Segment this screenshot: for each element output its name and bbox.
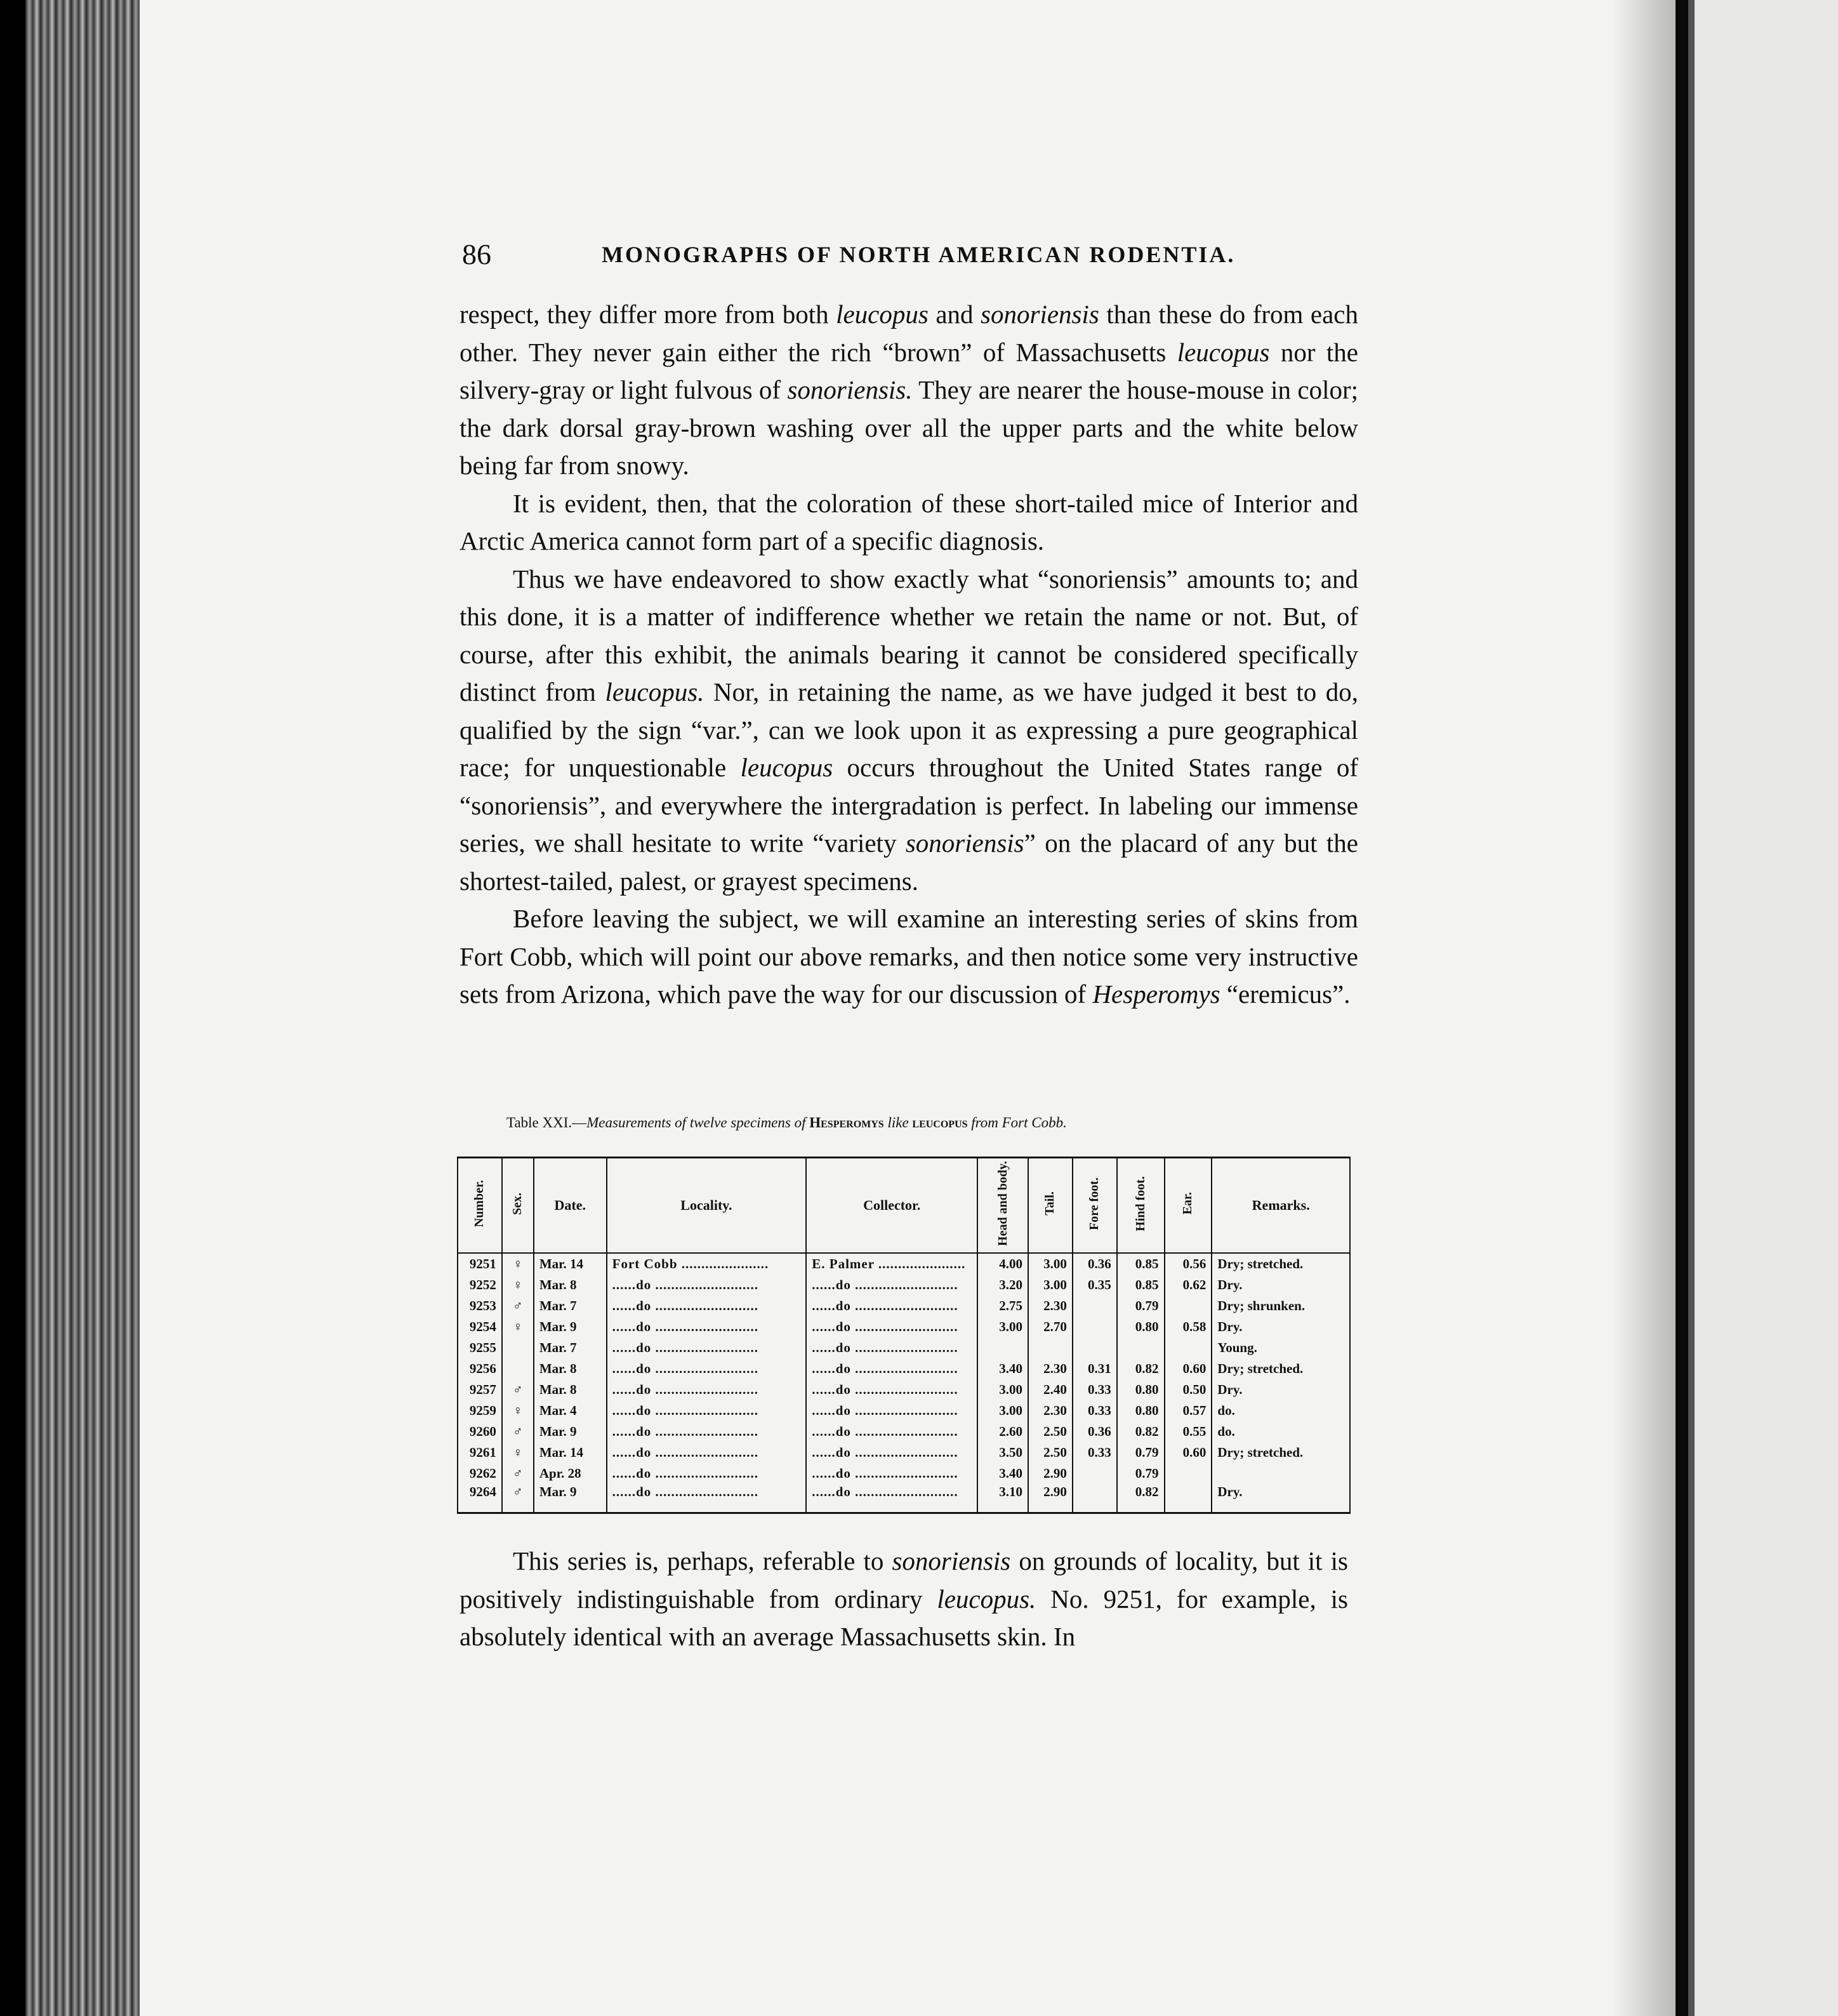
cell-head-and-body: 3.50: [977, 1442, 1028, 1463]
cell-tail: 2.50: [1028, 1421, 1073, 1442]
table-caption-text: like: [883, 1115, 913, 1131]
cell-sex: ♀: [502, 1442, 534, 1463]
cell-date: Mar. 8: [534, 1275, 607, 1296]
cell-date: Mar. 9: [534, 1421, 607, 1442]
table-row: [458, 1400, 1350, 1421]
italic-term: sonoriensis: [981, 300, 1099, 329]
cell-number: 9256: [458, 1358, 502, 1379]
cell-sex: ♀: [502, 1316, 534, 1337]
header-tail: Tail.: [1028, 1158, 1073, 1254]
cell-number: 9254: [458, 1316, 502, 1337]
table-row: [458, 1463, 1350, 1484]
text-run: than these do from each other. They never gain either the rich “brown” of Massachusetts: [460, 300, 1358, 367]
cell-sex: ♀: [502, 1400, 534, 1421]
cell-fore-foot: 0.36: [1073, 1253, 1117, 1275]
table-row: [458, 1337, 1350, 1358]
cell-collector: ......do ..........................: [806, 1400, 977, 1421]
body-text-continued: [460, 1542, 1348, 1656]
cell-head-and-body: 3.10: [977, 1484, 1028, 1513]
cell-hind-foot: 0.79: [1117, 1296, 1165, 1316]
cell-ear: 0.50: [1165, 1379, 1212, 1400]
text-run: and: [928, 300, 981, 329]
cell-hind-foot: 0.82: [1117, 1421, 1165, 1442]
cell-locality: ......do ..........................: [607, 1400, 807, 1421]
cell-head-and-body: 3.00: [977, 1400, 1028, 1421]
italic-term: leucopus: [740, 753, 833, 782]
cell-head-and-body: 3.40: [977, 1463, 1028, 1484]
cell-date: Mar. 4: [534, 1400, 607, 1421]
cell-collector: ......do ..........................: [806, 1316, 977, 1337]
italic-term: leucopus.: [605, 677, 704, 706]
table-row: [458, 1316, 1350, 1337]
cell-hind-foot: 0.79: [1117, 1463, 1165, 1484]
cell-date: Mar. 8: [534, 1379, 607, 1400]
table-caption-label: Table XXI.—: [506, 1115, 587, 1131]
cell-fore-foot: [1073, 1296, 1117, 1316]
cell-remarks: do.: [1212, 1421, 1350, 1442]
cell-locality: ......do ..........................: [607, 1379, 807, 1400]
cell-hind-foot: [1117, 1337, 1165, 1358]
cell-locality: Fort Cobb ......................: [607, 1253, 807, 1275]
table-row: [458, 1484, 1350, 1513]
table-row: [458, 1421, 1350, 1442]
cell-number: 9252: [458, 1275, 502, 1296]
cell-head-and-body: 2.60: [977, 1421, 1028, 1442]
book-binding-edge: [25, 0, 140, 2016]
table-caption-text: Measurements of twelve specimens of: [586, 1115, 810, 1131]
cell-date: Mar. 9: [534, 1316, 607, 1337]
cell-fore-foot: [1073, 1484, 1117, 1513]
table-body: [458, 1253, 1350, 1513]
cell-number: 9260: [458, 1421, 502, 1442]
header-ear: Ear.: [1165, 1158, 1212, 1254]
paragraph: [460, 1542, 1348, 1656]
cell-locality: ......do ..........................: [607, 1421, 807, 1442]
cell-fore-foot: 0.33: [1073, 1442, 1117, 1463]
cell-ear: [1165, 1463, 1212, 1484]
cell-number: 9259: [458, 1400, 502, 1421]
cell-tail: 2.40: [1028, 1379, 1073, 1400]
body-text: [460, 296, 1358, 1014]
header-fore-foot: Fore foot.: [1073, 1158, 1117, 1254]
cell-sex: ♂: [502, 1421, 534, 1442]
table-header-row: [458, 1158, 1350, 1254]
cell-tail: 3.00: [1028, 1253, 1073, 1275]
cell-number: 9264: [458, 1484, 502, 1513]
italic-term: sonoriensis.: [787, 375, 913, 404]
cell-date: Apr. 28: [534, 1463, 607, 1484]
cell-fore-foot: 0.36: [1073, 1421, 1117, 1442]
cell-locality: ......do ..........................: [607, 1337, 807, 1358]
cell-locality: ......do ..........................: [607, 1296, 807, 1316]
cell-ear: [1165, 1296, 1212, 1316]
cell-hind-foot: 0.82: [1117, 1358, 1165, 1379]
cell-head-and-body: 2.75: [977, 1296, 1028, 1316]
cell-fore-foot: 0.35: [1073, 1275, 1117, 1296]
cell-date: Mar. 7: [534, 1296, 607, 1316]
cell-head-and-body: 3.40: [977, 1358, 1028, 1379]
cell-fore-foot: 0.33: [1073, 1400, 1117, 1421]
cell-remarks: Dry; stretched.: [1212, 1253, 1350, 1275]
text-run: Before leaving the subject, we will examine an interesting series of skins from Fort Cobb, which will point our above remarks, and then notice some very instructive sets from Arizona, which pave the way for our discussion of: [460, 904, 1358, 1009]
cell-date: Mar. 14: [534, 1253, 607, 1275]
cell-tail: 2.70: [1028, 1316, 1073, 1337]
cell-date: Mar. 14: [534, 1442, 607, 1463]
cell-hind-foot: 0.80: [1117, 1316, 1165, 1337]
italic-term: sonoriensis: [892, 1546, 1011, 1575]
cell-tail: 2.90: [1028, 1484, 1073, 1513]
cell-sex: ♀: [502, 1275, 534, 1296]
text-run: on grounds of locality, but it is positively indistinguishable from ordinary: [460, 1546, 1348, 1614]
cell-hind-foot: 0.80: [1117, 1400, 1165, 1421]
cell-ear: [1165, 1484, 1212, 1513]
text-run: occurs throughout the United States range of “sonoriensis”, and everywhere the intergradation is perfect. In labeling our immense series, we shall hesitate to write “variety: [460, 753, 1358, 858]
cell-locality: ......do ..........................: [607, 1358, 807, 1379]
cell-collector: ......do ..........................: [806, 1275, 977, 1296]
cell-head-and-body: 3.00: [977, 1316, 1028, 1337]
cell-head-and-body: [977, 1337, 1028, 1358]
table-row: [458, 1253, 1350, 1275]
cell-date: Mar. 9: [534, 1484, 607, 1513]
table-caption-genus: Hesperomys: [809, 1115, 884, 1131]
next-page: [1695, 0, 1838, 2016]
cell-remarks: Dry; stretched.: [1212, 1442, 1350, 1463]
italic-term: leucopus.: [937, 1584, 1036, 1614]
paragraph: [460, 296, 1358, 485]
text-run: nor the silvery-gray or light fulvous of: [460, 337, 1358, 404]
cell-tail: 2.30: [1028, 1400, 1073, 1421]
text-run: They are nearer the house-mouse in color; the dark dorsal gray-brown washing over all the upper parts and the white below being far from snowy.: [460, 375, 1359, 480]
cell-sex: ♂: [502, 1379, 534, 1400]
cell-remarks: do.: [1212, 1400, 1350, 1421]
header-head-and-body: Head and body.: [977, 1158, 1028, 1254]
paragraph: [460, 900, 1358, 1014]
table-row: [458, 1296, 1350, 1316]
cell-tail: [1028, 1337, 1073, 1358]
cell-remarks: [1212, 1463, 1350, 1484]
cell-tail: 2.50: [1028, 1442, 1073, 1463]
cell-hind-foot: 0.79: [1117, 1442, 1165, 1463]
cell-tail: 3.00: [1028, 1275, 1073, 1296]
text-run: Nor, in retaining the name, as we have judged it best to do, qualified by the sign “var.”, can we look upon it as expressing a pure geographical race; for unquestionable: [460, 677, 1358, 782]
cell-remarks: Dry; stretched.: [1212, 1358, 1350, 1379]
table-caption-species: leucopus: [912, 1115, 968, 1131]
cell-number: 9253: [458, 1296, 502, 1316]
text-run: Thus we have endeavored to show exactly what “sonoriensis” amounts to; and this done, it is a matter of indifference whether we retain the name or not. But, of course, after this exhibit, the animals bearing it cannot be considered specifically distinct from: [460, 564, 1358, 706]
cell-fore-foot: [1073, 1337, 1117, 1358]
cell-collector: ......do ..........................: [806, 1358, 977, 1379]
cell-remarks: Dry.: [1212, 1379, 1350, 1400]
table-row: [458, 1358, 1350, 1379]
italic-term: leucopus: [1177, 337, 1270, 367]
cell-tail: 2.30: [1028, 1296, 1073, 1316]
cell-tail: 2.30: [1028, 1358, 1073, 1379]
paragraph: [460, 485, 1358, 560]
cell-collector: ......do ..........................: [806, 1337, 977, 1358]
cell-ear: 0.57: [1165, 1400, 1212, 1421]
cell-number: 9257: [458, 1379, 502, 1400]
table-caption: [506, 1115, 1332, 1131]
cell-ear: 0.60: [1165, 1442, 1212, 1463]
cell-sex: [502, 1358, 534, 1379]
cell-number: 9262: [458, 1463, 502, 1484]
header-collector: Collector.: [806, 1158, 977, 1254]
header-sex: Sex.: [502, 1158, 534, 1254]
header-number: Number.: [458, 1158, 502, 1254]
cell-remarks: Dry.: [1212, 1484, 1350, 1513]
text-run: No. 9251, for example, is absolutely identical with an average Massachusetts skin. In: [460, 1584, 1349, 1651]
cell-ear: 0.58: [1165, 1316, 1212, 1337]
cell-fore-foot: 0.31: [1073, 1358, 1117, 1379]
header-remarks: Remarks.: [1212, 1158, 1350, 1254]
text-run: “eremicus”.: [1220, 979, 1351, 1009]
table-caption-text: from Fort Cobb.: [967, 1115, 1067, 1131]
cell-sex: ♀: [502, 1253, 534, 1275]
cell-head-and-body: 3.20: [977, 1275, 1028, 1296]
cell-collector: ......do ..........................: [806, 1379, 977, 1400]
page-header: [462, 237, 1325, 275]
cell-head-and-body: 4.00: [977, 1253, 1028, 1275]
cell-hind-foot: 0.85: [1117, 1253, 1165, 1275]
cell-ear: 0.55: [1165, 1421, 1212, 1442]
cell-hind-foot: 0.82: [1117, 1484, 1165, 1513]
cell-locality: ......do ..........................: [607, 1463, 807, 1484]
cell-collector: ......do ..........................: [806, 1463, 977, 1484]
measurements-table: [457, 1157, 1351, 1514]
cell-collector: ......do ..........................: [806, 1421, 977, 1442]
cell-ear: 0.60: [1165, 1358, 1212, 1379]
cell-number: 9261: [458, 1442, 502, 1463]
cell-remarks: Dry.: [1212, 1316, 1350, 1337]
header-hind-foot: Hind foot.: [1117, 1158, 1165, 1254]
cell-date: Mar. 7: [534, 1337, 607, 1358]
cell-fore-foot: 0.33: [1073, 1379, 1117, 1400]
cell-hind-foot: 0.80: [1117, 1379, 1165, 1400]
cell-tail: 2.90: [1028, 1463, 1073, 1484]
italic-term: Hesperomys: [1092, 979, 1220, 1009]
cell-ear: [1165, 1337, 1212, 1358]
header-date: Date.: [534, 1158, 607, 1254]
text-run: respect, they differ more from both: [460, 300, 836, 329]
cell-locality: ......do ..........................: [607, 1484, 807, 1513]
cell-locality: ......do ..........................: [607, 1442, 807, 1463]
cell-locality: ......do ..........................: [607, 1275, 807, 1296]
text-run: This series is, perhaps, referable to: [513, 1546, 892, 1575]
table-row: [458, 1379, 1350, 1400]
page-gutter-shadow: [1612, 0, 1676, 2016]
cell-remarks: Dry.: [1212, 1275, 1350, 1296]
cell-sex: ♂: [502, 1463, 534, 1484]
running-title: MONOGRAPHS OF NORTH AMERICAN RODENTIA.: [602, 242, 1236, 267]
cell-collector: ......do ..........................: [806, 1484, 977, 1513]
cell-collector: ......do ..........................: [806, 1296, 977, 1316]
cell-head-and-body: 3.00: [977, 1379, 1028, 1400]
cell-ear: 0.56: [1165, 1253, 1212, 1275]
cell-sex: ♂: [502, 1296, 534, 1316]
text-run: ” on the placard of any but the shortest-tailed, palest, or grayest specimens.: [460, 828, 1358, 896]
table-row: [458, 1442, 1350, 1463]
cell-collector: ......do ..........................: [806, 1442, 977, 1463]
cell-fore-foot: [1073, 1463, 1117, 1484]
cell-remarks: Young.: [1212, 1337, 1350, 1358]
paragraph: [460, 560, 1358, 901]
cell-number: 9251: [458, 1253, 502, 1275]
cell-ear: 0.62: [1165, 1275, 1212, 1296]
cell-sex: ♂: [502, 1484, 534, 1513]
cell-number: 9255: [458, 1337, 502, 1358]
header-locality: Locality.: [607, 1158, 807, 1254]
cell-locality: ......do ..........................: [607, 1316, 807, 1337]
italic-term: sonoriensis: [905, 828, 1024, 858]
cell-date: Mar. 8: [534, 1358, 607, 1379]
cell-fore-foot: [1073, 1316, 1117, 1337]
text-run: It is evident, then, that the coloration of these short-tailed mice of Interior and Arctic America cannot form part of a specific diagnosis.: [460, 488, 1358, 555]
table-row: [458, 1275, 1350, 1296]
italic-term: leucopus: [836, 300, 929, 329]
cell-hind-foot: 0.85: [1117, 1275, 1165, 1296]
page-number: 86: [462, 238, 491, 270]
cell-sex: [502, 1337, 534, 1358]
cell-collector: E. Palmer ......................: [806, 1253, 977, 1275]
cell-remarks: Dry; shrunken.: [1212, 1296, 1350, 1316]
